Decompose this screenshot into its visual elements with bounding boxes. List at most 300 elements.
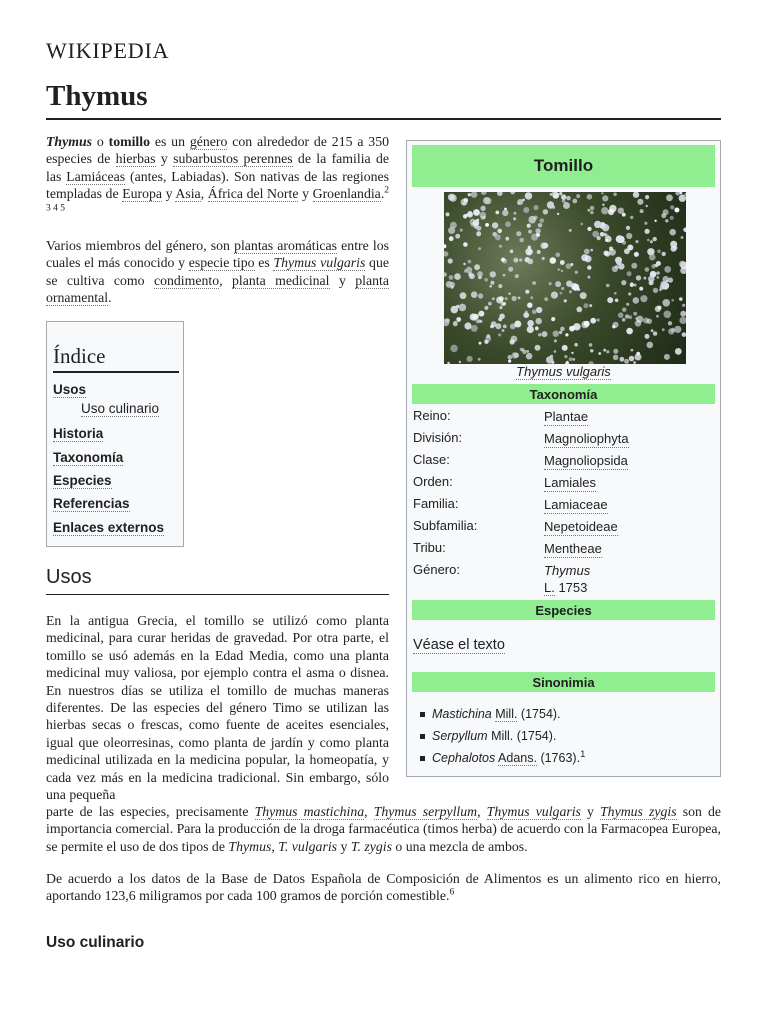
taxonomy-label: Orden: [413, 474, 453, 489]
thyme-blossom [516, 231, 521, 236]
thyme-blossom [606, 350, 609, 353]
bullet-icon [420, 756, 425, 761]
toc-item-usos[interactable]: Usos [53, 382, 87, 397]
thyme-blossom [670, 205, 674, 209]
thyme-blossom [589, 343, 593, 347]
thyme-blossom [592, 231, 599, 238]
thyme-blossom [530, 296, 533, 299]
species-see-text-link[interactable]: Véase el texto [413, 637, 505, 653]
synonym-author-link[interactable]: Adans. [498, 751, 537, 765]
thyme-blossom [598, 352, 601, 355]
link-thymus-zygis[interactable]: Thymus zygis [600, 804, 677, 819]
link-hierbas[interactable]: hierbas [115, 151, 156, 167]
reference-link-1[interactable]: 1 [580, 748, 586, 760]
thyme-blossom [518, 297, 521, 300]
thyme-blossom [473, 209, 480, 216]
thyme-blossom [668, 321, 672, 325]
thyme-blossom [527, 224, 531, 228]
taxonomy-value-link[interactable]: Magnoliopsida [544, 453, 628, 468]
thyme-blossom [523, 207, 529, 213]
thyme-blossom [551, 317, 555, 321]
thyme-blossom [616, 235, 624, 243]
synonym-name: Serpyllum [432, 729, 488, 743]
thyme-blossom [455, 234, 460, 239]
thyme-blossom [616, 261, 620, 265]
thyme-blossom [566, 281, 572, 287]
thyme-blossom [478, 358, 481, 361]
thyme-blossom [535, 228, 540, 233]
thyme-blossom [521, 348, 524, 351]
thyme-blossom [485, 223, 489, 227]
thyme-blossom [601, 192, 603, 194]
thyme-blossom [572, 199, 577, 204]
thyme-blossom [665, 219, 668, 222]
link-lamiaceas[interactable]: Lamiáceas [66, 168, 126, 184]
thyme-blossom [528, 216, 536, 224]
thyme-blossom [675, 192, 680, 196]
thyme-blossom [499, 314, 505, 320]
thyme-blossom [543, 243, 549, 249]
taxonomy-label: Subfamilia: [413, 518, 478, 533]
thyme-blossom [683, 228, 686, 233]
thyme-blossom [649, 254, 656, 261]
thyme-blossom [553, 331, 559, 337]
thyme-blossom [492, 222, 498, 228]
thyme-blossom [508, 355, 513, 360]
synonymy-header: Sinonimia [412, 672, 715, 692]
thyme-blossom [622, 318, 626, 322]
thyme-blossom [590, 249, 593, 252]
thyme-blossom [635, 317, 638, 320]
thyme-blossom [471, 291, 478, 298]
thyme-blossom [561, 194, 566, 199]
taxonomy-value-link[interactable]: Nepetoideae [544, 519, 618, 534]
thyme-blossom [664, 354, 670, 360]
thyme-blossom [562, 345, 568, 351]
thyme-blossom [479, 342, 482, 345]
thyme-blossom [542, 257, 545, 260]
link-thymus-serpyllum[interactable]: Thymus serpyllum [373, 804, 478, 819]
text-span: de la familia de las [46, 151, 389, 184]
thyme-blossom [444, 244, 446, 248]
thyme-blossom [647, 239, 650, 242]
thyme-blossom [569, 326, 575, 332]
thyme-blossom [542, 331, 548, 337]
thyme-blossom [590, 318, 596, 324]
link-genero[interactable]: género [189, 134, 228, 149]
thyme-blossom [490, 325, 494, 329]
text-span: y [329, 272, 356, 288]
thyme-blossom [560, 260, 565, 265]
thyme-blossom [508, 360, 511, 363]
thyme-blossom [572, 284, 579, 291]
thyme-blossom [622, 241, 626, 245]
link-asia[interactable]: Asia [175, 186, 201, 202]
thyme-blossom [474, 224, 478, 228]
link-thymus-vulgaris-2[interactable]: Thymus vulgaris [486, 804, 581, 819]
thyme-blossom [597, 318, 600, 321]
thyme-blossom [456, 305, 459, 308]
taxonomy-label: Clase: [413, 452, 450, 467]
thyme-blossom [470, 313, 477, 320]
synonym-name: Mastichina [432, 707, 492, 721]
thyme-blossom [449, 275, 454, 280]
thyme-blossom [629, 356, 635, 362]
section-heading-usos: Usos [46, 566, 389, 595]
thyme-blossom [662, 299, 670, 307]
taxonomy-label: Reino: [413, 408, 451, 423]
thyme-blossom [525, 248, 532, 255]
thyme-blossom [580, 223, 583, 226]
thyme-blossom [684, 193, 686, 196]
thyme-blossom [478, 275, 482, 279]
thyme-photo[interactable] [444, 192, 686, 364]
thyme-blossom [681, 236, 684, 239]
italic-t-vulgaris: T. vulgaris [278, 838, 338, 854]
thyme-blossom [503, 325, 507, 329]
thyme-blossom [645, 267, 650, 272]
thyme-blossom [633, 312, 637, 316]
wikipedia-logo[interactable]: WIKIPEDIA [46, 38, 170, 63]
thyme-blossom [679, 297, 683, 301]
thyme-blossom [634, 252, 639, 257]
thyme-blossom [656, 315, 659, 318]
thyme-blossom [513, 217, 516, 220]
thyme-blossom [469, 273, 475, 279]
thyme-blossom [503, 274, 506, 277]
thyme-blossom [613, 355, 619, 361]
thyme-blossom [630, 283, 634, 287]
thyme-blossom [618, 208, 624, 214]
thyme-blossom [490, 281, 494, 285]
thyme-blossom [606, 284, 610, 288]
thyme-blossom [662, 252, 666, 256]
thyme-blossom [474, 264, 480, 270]
thyme-blossom [444, 272, 447, 276]
thyme-blossom [531, 234, 538, 241]
thyme-blossom [467, 356, 473, 362]
thyme-blossom [646, 205, 648, 207]
thyme-blossom [627, 245, 633, 251]
synonym-name: Cephalotos [432, 751, 496, 765]
thyme-blossom [478, 247, 481, 250]
thyme-blossom [614, 292, 617, 295]
thyme-blossom [590, 349, 593, 352]
thyme-blossom [495, 234, 501, 240]
thyme-blossom [501, 258, 505, 262]
taxonomy-value-link[interactable]: Lamiales [544, 475, 597, 490]
thyme-blossom [580, 292, 587, 299]
thyme-blossom [450, 222, 457, 229]
thyme-blossom [668, 328, 674, 334]
thyme-blossom [633, 192, 639, 198]
text-span: y [155, 151, 174, 167]
text-span: y [162, 186, 176, 202]
genus-year: 1753 [554, 580, 588, 595]
thyme-blossom [490, 271, 496, 277]
thyme-blossom [609, 247, 613, 251]
synonym-author-link[interactable]: Mill. [495, 707, 518, 721]
thyme-blossom [566, 196, 570, 200]
genus-author-link[interactable]: L. [544, 580, 555, 595]
thyme-blossom [449, 236, 454, 241]
thyme-blossom [650, 240, 653, 243]
link-subarbustos[interactable]: subarbustos perennes [173, 151, 293, 167]
thyme-blossom [671, 246, 677, 252]
thyme-blossom [513, 258, 518, 263]
text-span: con alrededor de 215 a 350 especies de [46, 134, 390, 167]
thyme-blossom [555, 281, 561, 287]
thyme-blossom [495, 211, 499, 215]
thyme-blossom [626, 226, 630, 230]
text-span: , [219, 272, 232, 288]
thyme-blossom [657, 276, 660, 279]
link-condimento[interactable]: condimento [153, 272, 220, 288]
toc-item-enlaces-externos[interactable]: Enlaces externos [53, 520, 165, 535]
thyme-blossom [550, 257, 557, 264]
taxonomy-label: Tribu: [413, 540, 446, 555]
text-span: o una mezcla de ambos. [391, 838, 528, 854]
bullet-icon [420, 734, 425, 739]
thyme-blossom [499, 306, 502, 309]
thyme-blossom [532, 281, 536, 285]
thyme-blossom [468, 193, 471, 196]
thyme-blossom [635, 240, 638, 243]
thyme-flowers-illustration [444, 192, 686, 364]
thyme-blossom [478, 311, 484, 317]
thyme-blossom [569, 290, 572, 293]
taxobox-title: Tomillo [412, 145, 715, 187]
thyme-blossom [544, 297, 548, 301]
thyme-blossom [559, 331, 562, 334]
thyme-blossom [449, 194, 456, 201]
toc-item-referencias[interactable]: Referencias [53, 496, 130, 511]
thyme-blossom [604, 233, 607, 236]
thyme-blossom [670, 216, 674, 220]
synonym-item [420, 748, 586, 765]
thyme-blossom [445, 318, 450, 323]
thyme-blossom [587, 276, 590, 279]
thyme-blossom [554, 339, 557, 342]
link-caption-thymus-vulgaris[interactable]: Thymus vulgaris [516, 364, 611, 379]
toc-item-uso-culinario[interactable]: Uso culinario [81, 401, 160, 416]
genus-value [544, 562, 590, 596]
text-span: De acuerdo a los datos de la Base de Datos Española de Composición de Alimentos es un alimento rico en hierro, aportando 123,6 miligramos por cada 100 gramos de porción comestible. [46, 871, 721, 904]
thyme-blossom [626, 328, 633, 335]
thyme-blossom [675, 348, 682, 355]
text-span: . [108, 290, 112, 306]
thyme-blossom [498, 333, 501, 336]
thyme-blossom [628, 292, 631, 295]
thyme-blossom [682, 332, 686, 337]
taxonomy-value-link[interactable]: Magnoliophyta [544, 431, 629, 446]
text-span: y [298, 186, 313, 202]
thyme-blossom [645, 334, 650, 339]
toc-item-especies[interactable]: Especies [53, 473, 112, 488]
toc-title: Índice [53, 344, 179, 373]
link-planta-medicinal[interactable]: planta medicinal [231, 272, 330, 288]
thyme-blossom [463, 263, 465, 265]
thyme-blossom [450, 345, 458, 353]
link-europa[interactable]: Europa [122, 186, 163, 202]
link-groenlandia[interactable]: Groenlandia [312, 186, 381, 202]
thyme-blossom [525, 257, 530, 262]
thyme-blossom [528, 230, 532, 234]
thyme-blossom [525, 290, 529, 294]
synonym-year: (1754). [513, 729, 557, 743]
thyme-blossom [584, 249, 590, 255]
text-span: son de importancia comercial. Para la producción de la droga farmacéutica (timos herba) de acuerdo con la Farmacopea Europea, se permite el uso de dos tipos de [46, 804, 721, 854]
thyme-blossom [650, 271, 657, 278]
toc-item-taxonomia[interactable]: Taxonomía [53, 450, 124, 465]
thyme-blossom [558, 268, 560, 270]
thyme-blossom [497, 192, 503, 196]
thyme-blossom [464, 269, 467, 272]
taxonomy-value-link[interactable]: Lamiaceae [544, 497, 608, 512]
thyme-blossom [551, 292, 558, 299]
thyme-blossom [636, 275, 641, 280]
thyme-blossom [480, 206, 485, 211]
thyme-blossom [564, 355, 567, 358]
thyme-blossom [526, 353, 533, 360]
link-planta-ornamental[interactable]: planta ornamental [46, 272, 389, 306]
text-span: , [271, 838, 279, 854]
reference-links[interactable]: 2 3 4 5 [46, 185, 390, 214]
taxonomy-value-link[interactable]: Plantae [544, 409, 589, 424]
thyme-blossom [502, 210, 508, 216]
thyme-blossom [478, 319, 481, 322]
taxonomy-label: Familia: [413, 496, 459, 511]
thyme-blossom [556, 253, 561, 258]
thyme-blossom [574, 343, 578, 347]
thyme-blossom [662, 328, 665, 331]
thyme-blossom [679, 195, 686, 202]
text-span: es un [149, 134, 190, 149]
thyme-blossom [517, 199, 523, 205]
thyme-blossom [468, 211, 473, 216]
thyme-blossom [645, 229, 650, 234]
thyme-blossom [563, 202, 570, 209]
thyme-blossom [526, 350, 529, 353]
thyme-blossom [446, 212, 450, 216]
thyme-blossom [612, 325, 615, 328]
thyme-blossom [484, 278, 488, 282]
thyme-blossom [527, 320, 534, 327]
thyme-blossom [543, 209, 548, 214]
thyme-blossom [515, 274, 519, 278]
thyme-blossom [557, 213, 559, 215]
thyme-blossom [615, 299, 619, 303]
thyme-blossom [511, 336, 518, 343]
thyme-blossom [508, 293, 510, 295]
thyme-blossom [564, 299, 567, 302]
thyme-blossom [633, 297, 640, 304]
thyme-blossom [489, 285, 492, 288]
thyme-blossom [459, 304, 467, 312]
thyme-blossom [594, 221, 601, 228]
reference-link-6[interactable]: 6 [449, 887, 455, 898]
link-africa-del-norte[interactable]: África del Norte [207, 186, 299, 202]
text-span: y [337, 838, 351, 854]
thyme-blossom [499, 245, 502, 248]
thyme-blossom [485, 336, 491, 342]
link-plantas-aromaticas[interactable]: plantas aromáticas [234, 238, 338, 253]
thyme-blossom [461, 199, 468, 206]
bold-term-tomillo: tomillo [108, 134, 150, 149]
thyme-blossom [666, 280, 668, 282]
thyme-blossom [622, 308, 626, 312]
thyme-blossom [464, 322, 471, 329]
thyme-blossom [674, 208, 679, 213]
synonym-year: (1754). [517, 707, 561, 721]
thyme-blossom [647, 342, 654, 349]
thyme-blossom [527, 303, 532, 308]
thyme-blossom [468, 260, 472, 264]
taxonomy-row-genero [412, 562, 715, 598]
thyme-blossom [549, 282, 552, 285]
thyme-blossom [536, 307, 542, 313]
thyme-blossom [589, 304, 592, 307]
thyme-blossom [679, 261, 686, 268]
thyme-blossom [635, 354, 642, 361]
thyme-blossom [571, 352, 573, 354]
thyme-blossom [639, 287, 643, 291]
usos-paragraph-1-continued [46, 803, 721, 855]
link-thymus-mastichina[interactable]: Thymus mastichina [254, 804, 365, 819]
thyme-blossom [679, 317, 686, 324]
italic-thymus: Thymus [228, 838, 272, 854]
thyme-blossom [587, 265, 591, 269]
thyme-blossom [654, 220, 656, 222]
thyme-blossom [523, 312, 529, 318]
thyme-blossom [584, 321, 590, 327]
thyme-blossom [448, 258, 453, 263]
thyme-blossom [653, 331, 657, 335]
text-span: , [200, 186, 208, 202]
genus-name: Thymus [544, 563, 591, 578]
thyme-blossom [671, 299, 674, 302]
thyme-blossom [478, 293, 483, 298]
thyme-blossom [602, 195, 608, 201]
thyme-blossom [525, 192, 532, 199]
thyme-blossom [644, 222, 647, 225]
thyme-blossom [613, 349, 618, 354]
link-especie-tipo[interactable]: especie tipo [188, 255, 255, 271]
thyme-blossom [631, 349, 634, 352]
usos-paragraph-1: En la antigua Grecia, el tomillo se utilizó como planta medicinal, para curar heridas de gravedad. Por otra parte, el tomillo se usó además en la Edad Media, como una planta medicinal muy valiosa, por ejemplo contra el asma o disnea. En nuestros días se utiliza el tomillo de muchas maneras diferentes. De las especies del género Timo se utilizan las hierbas secas o frescas, como fuente de aceites esenciales, igual que oleorresinas, como planta de jardín y como planta medicinal utilizada en la medicina popular, la homeopatía, y cada vez más en la medicina tradicional. Sin embargo, sólo una pequeña [46, 613, 389, 803]
thyme-blossom [590, 211, 594, 215]
text-span: Varios miembros del género, son [46, 238, 235, 253]
thyme-blossom [572, 358, 575, 361]
thyme-blossom [583, 303, 588, 308]
toc-item-historia[interactable]: Historia [53, 426, 104, 441]
thyme-blossom [444, 251, 448, 256]
thyme-blossom [634, 284, 637, 287]
thyme-blossom [640, 209, 644, 213]
thyme-blossom [649, 280, 654, 285]
taxonomy-value-link[interactable]: Mentheae [544, 541, 602, 556]
thyme-blossom [561, 287, 564, 290]
thyme-blossom [625, 314, 629, 318]
thyme-blossom [535, 345, 541, 351]
thyme-blossom [505, 297, 508, 300]
table-of-contents [46, 321, 184, 547]
link-thymus-vulgaris[interactable]: Thymus vulgaris [273, 255, 366, 271]
thyme-blossom [674, 326, 681, 333]
thyme-blossom [459, 361, 461, 363]
synonym-item [420, 707, 561, 721]
photo-caption [407, 364, 720, 379]
